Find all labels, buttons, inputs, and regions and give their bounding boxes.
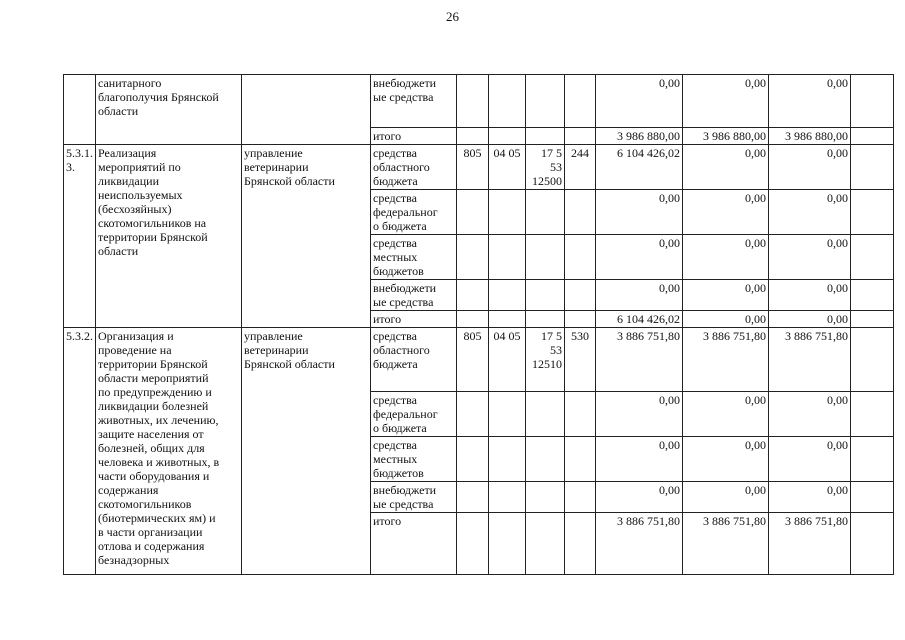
total-amount-cell: 0,00	[769, 311, 851, 328]
amount-cell: 0,00	[596, 190, 683, 235]
section-code-cell: 04 05	[489, 328, 526, 392]
target-article-cell: 17 5 53 12510	[526, 328, 565, 392]
amount-cell: 0,00	[683, 145, 769, 190]
total-amount-cell: 6 104 426,02	[596, 311, 683, 328]
expense-type-cell: 530	[565, 328, 596, 392]
target-article-cell: 17 5 53 12500	[526, 145, 565, 190]
measure-name-cell: Организация и проведение на территории Брянской области мероприятий по предупреждению и ликвидации болезней животных, их лечению, защите населения от болезней, общих для человека и животных, в части оборудования и содержания скотомогильников (биотермических ям) и в части организации отлова и содержания безнадзорных	[96, 328, 242, 575]
amount-cell: 0,00	[683, 190, 769, 235]
amount-cell: 0,00	[596, 392, 683, 437]
funding-source-cell: внебюджети ые средства	[371, 75, 457, 128]
amount-cell: 0,00	[596, 437, 683, 482]
executor-cell: управление ветеринарии Брянской области	[242, 145, 371, 328]
amount-cell: 0,00	[769, 190, 851, 235]
amount-cell: 0,00	[769, 482, 851, 513]
total-amount-cell: 3 886 751,80	[596, 513, 683, 575]
amount-cell: 3 886 751,80	[769, 328, 851, 392]
amount-cell: 3 886 751,80	[683, 328, 769, 392]
executor-cell	[242, 75, 371, 145]
funding-source-cell: внебюджети ые средства	[371, 482, 457, 513]
total-amount-cell: 3 886 751,80	[683, 513, 769, 575]
row-code-cell: 5.3.2.	[64, 328, 96, 575]
amount-cell: 0,00	[769, 75, 851, 128]
funding-source-cell: средства местных бюджетов	[371, 235, 457, 280]
page-number: 26	[446, 9, 459, 24]
amount-cell: 0,00	[683, 437, 769, 482]
grbs-code-cell: 805	[457, 145, 489, 190]
measure-name-cell: Реализация мероприятий по ликвидации неиспользуемых (бесхозяйных) скотомогильников на территории Брянской области	[96, 145, 242, 328]
funding-source-cell: средства областного бюджета	[371, 328, 457, 392]
total-amount-cell: 3 986 880,00	[596, 128, 683, 145]
total-label-cell: итого	[371, 311, 457, 328]
total-amount-cell: 0,00	[683, 311, 769, 328]
amount-cell: 0,00	[683, 235, 769, 280]
amount-cell: 0,00	[769, 437, 851, 482]
expense-type-cell: 244	[565, 145, 596, 190]
amount-cell: 0,00	[769, 235, 851, 280]
amount-cell: 0,00	[683, 75, 769, 128]
section-code-cell: 04 05	[489, 145, 526, 190]
amount-cell: 0,00	[596, 235, 683, 280]
amount-cell: 0,00	[683, 280, 769, 311]
measure-name-cell: санитарного благополучия Брянской области	[96, 75, 242, 145]
total-label-cell: итого	[371, 128, 457, 145]
amount-cell: 0,00	[769, 280, 851, 311]
grbs-code-cell: 805	[457, 328, 489, 392]
funding-source-cell: средства областного бюджета	[371, 145, 457, 190]
total-label-cell: итого	[371, 513, 457, 575]
amount-cell: 0,00	[596, 482, 683, 513]
amount-cell: 6 104 426,02	[596, 145, 683, 190]
total-amount-cell: 3 986 880,00	[769, 128, 851, 145]
amount-cell: 0,00	[683, 482, 769, 513]
amount-cell: 0,00	[769, 392, 851, 437]
funding-source-cell: внебюджети ые средства	[371, 280, 457, 311]
total-amount-cell: 3 986 880,00	[683, 128, 769, 145]
amount-cell: 0,00	[769, 145, 851, 190]
funding-source-cell: средства местных бюджетов	[371, 437, 457, 482]
row-code-cell	[64, 75, 96, 145]
row-code-cell: 5.3.1. 3.	[64, 145, 96, 328]
table-row	[64, 75, 894, 128]
total-amount-cell: 3 886 751,80	[769, 513, 851, 575]
funding-source-cell: средства федеральног о бюджета	[371, 190, 457, 235]
amount-cell: 3 886 751,80	[596, 328, 683, 392]
budget-table	[63, 74, 894, 575]
funding-source-cell: средства федеральног о бюджета	[371, 392, 457, 437]
amount-cell: 0,00	[683, 392, 769, 437]
table-row	[64, 328, 894, 392]
table-row	[64, 145, 894, 190]
amount-cell: 0,00	[596, 280, 683, 311]
executor-cell: управление ветеринарии Брянской области	[242, 328, 371, 575]
amount-cell: 0,00	[596, 75, 683, 128]
